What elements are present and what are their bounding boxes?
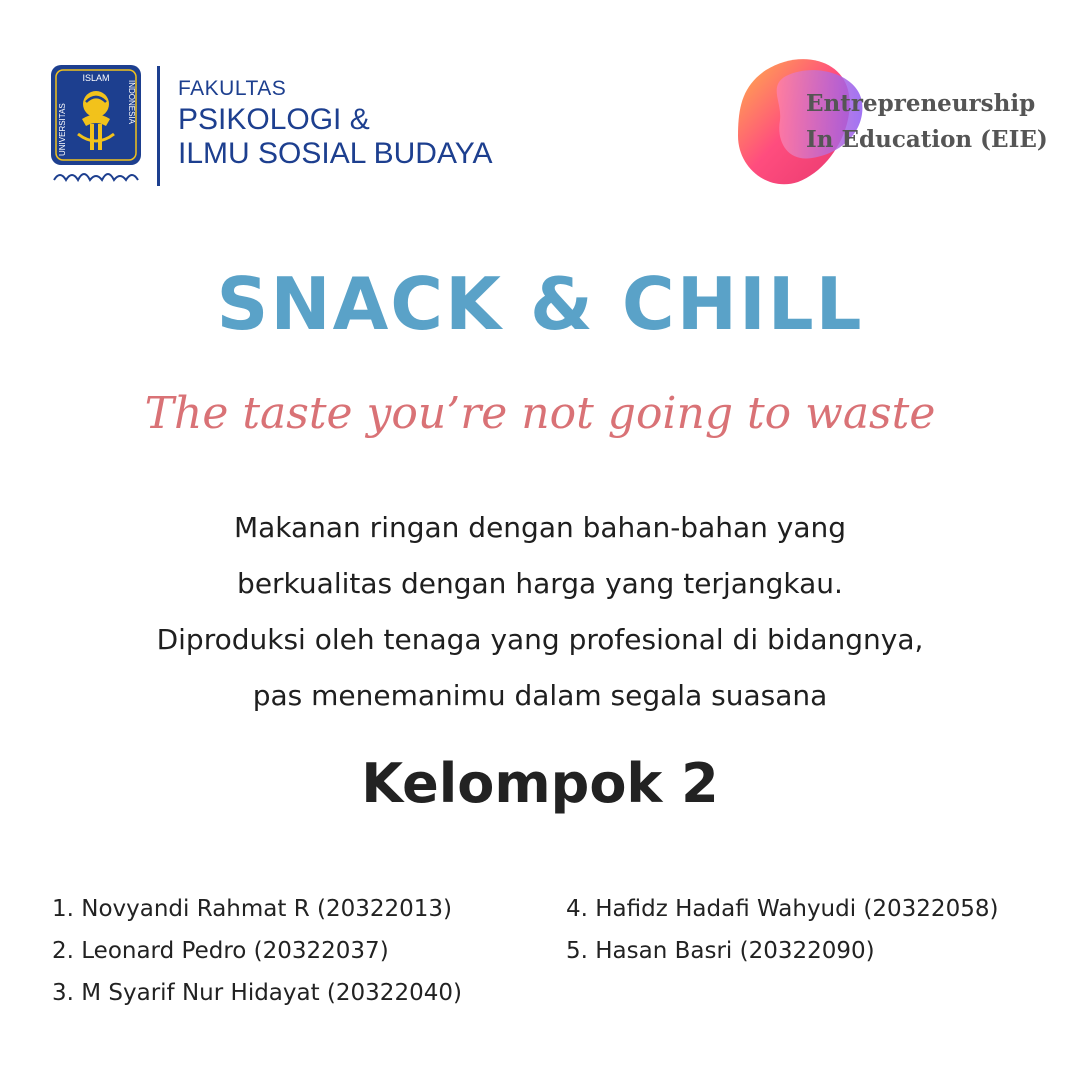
members-right-column [566,888,998,972]
faculty-line-2: PSIKOLOGI & [178,103,370,136]
group-heading: Kelompok 2 [361,752,719,815]
header [0,0,1080,220]
members-left-column [52,888,462,1014]
faculty-line-3: ILMU SOSIAL BUDAYA [178,137,493,170]
faculty-name [178,78,493,169]
description [60,500,1020,724]
member-item: 2. Leonard Pedro (20322037) [52,938,389,964]
member-item: 3. M Syarif Nur Hidayat (20322040) [52,980,462,1006]
eie-line-1: Entrepreneurship [806,90,1036,117]
description-line: berkualitas dengan harga yang terjangkau. [237,567,843,600]
member-item: 1. Novyandi Rahmat R (20322013) [52,896,453,922]
university-logo [50,64,142,192]
description-line: Makanan ringan dengan bahan-bahan yang [233,511,847,544]
member-item: 5. Hasan Basri (20322090) [566,938,875,964]
eie-logo-text [806,86,1048,158]
faculty-line-1: FAKULTAS [178,77,287,100]
tagline: The taste you’re not going to waste [144,388,936,439]
logo-divider [157,66,160,186]
logo-left-text: UNIVERSITAS [58,103,67,156]
page-title: SNACK & CHILL [216,262,864,346]
logo-right-text: INDONESIA [127,80,136,125]
description-line: pas menemanimu dalam segala suasana [252,679,828,712]
description-line: Diproduksi oleh tenaga yang profesional di bidangnya, [156,623,924,656]
member-item: 4. Hafidz Hadafi Wahyudi (20322058) [566,896,999,922]
logo-top-text: ISLAM [82,73,110,83]
eie-line-2: In Education (EIE) [806,126,1048,153]
